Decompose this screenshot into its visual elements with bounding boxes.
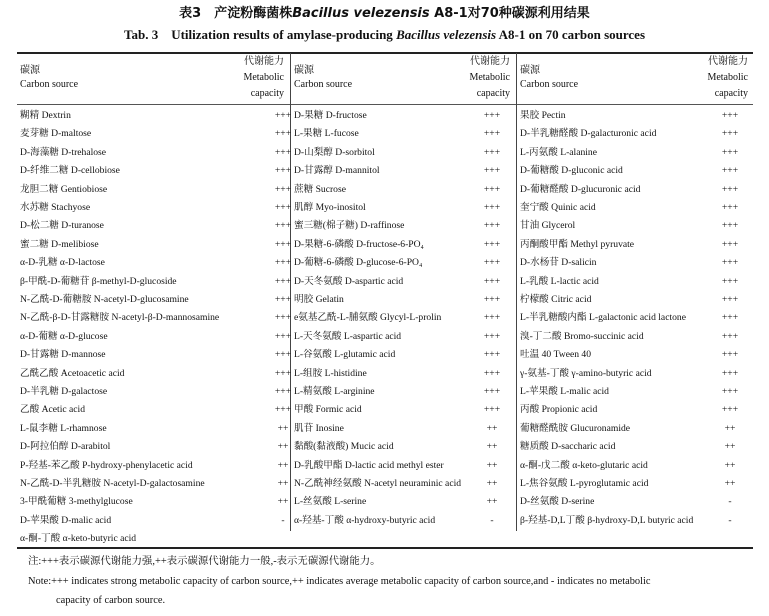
table-row	[20, 420, 288, 438]
metabolic-capacity-value: +++	[274, 404, 292, 416]
carbon-source-name: L-组胺 L-histidine	[294, 367, 367, 379]
title-en-suffix: A8-1 on 70 carbon sources	[496, 27, 645, 42]
table-row	[294, 291, 514, 309]
carbon-source-name: α-酮-丁酸 α-keto-butyric acid	[20, 533, 137, 545]
metabolic-capacity-value: +++	[721, 128, 739, 140]
table-row	[20, 309, 292, 327]
header-source-en: Carbon source	[520, 79, 579, 90]
table-row	[294, 420, 514, 438]
carbon-source-name: L-丙氨酸 L-alanine	[520, 146, 597, 158]
carbon-source-name: 3-甲酰葡糖 3-methylglucose	[20, 496, 133, 508]
carbon-source-name: D-葡糖-6-磷酸 D-glucose-6-PO₄	[294, 257, 423, 269]
metabolic-capacity-value: +++	[483, 275, 501, 287]
carbon-source-name: 肌苷 Inosine	[294, 422, 344, 434]
carbon-source-name: 奎宁酸 Quinic acid	[520, 202, 596, 213]
metabolic-capacity-value: +++	[721, 367, 739, 379]
carbon-source-name: 水苏糖 Stachyose	[20, 202, 91, 213]
carbon-source-name: L-丝氨酸 L-serine	[294, 496, 367, 508]
table-row	[20, 273, 292, 291]
metabolic-capacity-value: +++	[721, 312, 739, 324]
carbon-source-name: 糊精 Dextrin	[20, 110, 71, 121]
note-en-line2: capacity of carbon source.	[56, 595, 166, 606]
metabolic-capacity-value: +++	[274, 275, 292, 287]
metabolic-capacity-value: -	[728, 514, 732, 526]
carbon-source-name: L-焦谷氨酸 L-pyroglutamic acid	[520, 478, 649, 489]
table-top-rule	[17, 52, 753, 54]
table-row	[294, 107, 514, 125]
carbon-source-name: 丙酸 Propionic acid	[520, 404, 598, 416]
carbon-source-name: D-葡糖酸 D-gluconic acid	[520, 165, 623, 177]
carbon-source-name: 甲酸 Formic acid	[294, 404, 362, 416]
header-capacity-en2: capacity	[250, 88, 284, 99]
table-row	[294, 383, 514, 401]
table-row	[520, 162, 750, 180]
carbon-source-name: 吐温 40 Tween 40	[520, 349, 592, 361]
metabolic-capacity-value: +++	[721, 275, 739, 287]
table-row	[294, 144, 514, 162]
carbon-source-name: 蔗糖 Sucrose	[294, 183, 346, 195]
table-row	[520, 438, 750, 456]
metabolic-capacity-value: +++	[274, 367, 292, 379]
title-cn-species: Bacillus velezensis	[292, 6, 430, 21]
header-source-en: Carbon source	[294, 79, 353, 90]
metabolic-capacity-value: -	[728, 496, 732, 508]
carbon-source-name: 黏酸(黏液酸) Mucic acid	[294, 441, 394, 453]
carbon-source-name: L-鼠李糖 L-rhamnose	[20, 422, 107, 434]
carbon-source-name: 果胶 Pectin	[520, 110, 566, 121]
carbon-source-name: D-纤维二糖 D-cellobiose	[20, 165, 120, 177]
carbon-source-name: N-乙酰-D-半乳糖胺 N-acetyl-D-galactosamine	[20, 478, 205, 489]
carbon-source-name: D-果糖-6-磷酸 D-fructose-6-PO₄	[294, 238, 424, 250]
header-capacity-en1: Metabolic	[469, 72, 510, 83]
table-row	[520, 254, 750, 272]
table-row	[520, 217, 750, 235]
table-row	[520, 107, 750, 125]
metabolic-capacity-value: +++	[483, 386, 501, 397]
carbon-source-name: 肌醇 Myo-inositol	[294, 202, 366, 213]
table-row	[20, 493, 288, 511]
metabolic-capacity-value: +++	[274, 330, 292, 342]
carbon-source-name: D-松二糖 D-turanose	[20, 220, 104, 232]
header-rule-2	[291, 104, 516, 105]
table-row	[520, 365, 750, 383]
table-row	[20, 236, 292, 254]
metabolic-capacity-value: +++	[274, 238, 292, 250]
carbon-source-name: 乙酸 Acetic acid	[20, 404, 85, 416]
carbon-source-name: γ-氨基-丁酸 γ-amino-butyric acid	[520, 367, 652, 379]
carbon-source-name: 糖质酸 D-saccharic acid	[520, 441, 616, 453]
table-row	[294, 512, 514, 530]
table-row	[520, 346, 750, 364]
table-row	[20, 401, 292, 419]
carbon-source-name: D-天冬氨酸 D-aspartic acid	[294, 275, 404, 287]
table-row	[20, 530, 288, 548]
table-row	[520, 273, 750, 291]
carbon-source-name: 乙酰乙酸 Acetoacetic acid	[20, 367, 125, 379]
table-row	[294, 328, 514, 346]
metabolic-capacity-value: +++	[483, 202, 501, 213]
metabolic-capacity-value: ++	[486, 478, 498, 489]
table-row	[294, 457, 514, 475]
table-row	[20, 438, 288, 456]
table-row	[294, 199, 514, 217]
header-capacity-cn: 代谢能力	[470, 56, 510, 67]
metabolic-capacity-value: +++	[483, 128, 501, 140]
metabolic-capacity-value: +++	[483, 404, 501, 416]
table-row	[20, 475, 288, 493]
metabolic-capacity-value: ++	[724, 422, 736, 434]
table-row	[520, 291, 750, 309]
table-row	[20, 254, 292, 272]
title-cn-prefix: 表3 产淀粉酶菌株	[179, 6, 293, 21]
table-row	[294, 309, 514, 327]
header-capacity-cn: 代谢能力	[244, 56, 284, 67]
carbon-source-name: 麦芽糖 D-maltose	[20, 128, 92, 140]
carbon-source-name: 柠檬酸 Citric acid	[520, 294, 592, 305]
table-row	[20, 291, 292, 309]
carbon-source-name: L-半乳糖酸内酯 L-galactonic acid lactone	[520, 312, 686, 324]
metabolic-capacity-value: +++	[721, 165, 739, 177]
metabolic-capacity-value: ++	[277, 422, 289, 434]
metabolic-capacity-value: ++	[724, 441, 736, 453]
note-cn: 注:+++表示碳源代谢能力强,++表示碳源代谢能力一般,-表示无碳源代谢能力。	[28, 556, 381, 567]
metabolic-capacity-value: +++	[274, 349, 292, 361]
carbon-source-name: β-羟基-D,L丁酸 β-hydroxy-D,L butyric acid	[520, 514, 694, 526]
metabolic-capacity-value: +++	[483, 165, 501, 177]
carbon-source-name: N-乙酰-β-D-甘露糖胺 N-acetyl-β-D-mannosamine	[20, 312, 220, 324]
table-row	[294, 162, 514, 180]
metabolic-capacity-value: +++	[483, 330, 501, 342]
carbon-source-name: D-水杨苷 D-salicin	[520, 257, 597, 269]
carbon-source-name: L-苹果酸 L-malic acid	[520, 386, 609, 397]
metabolic-capacity-value: +++	[721, 220, 739, 232]
carbon-source-name: 丙酮酸甲酯 Methyl pyruvate	[520, 238, 635, 250]
header-source-cn: 碳源	[20, 65, 40, 76]
table-row	[520, 181, 750, 199]
metabolic-capacity-value: ++	[277, 459, 289, 471]
metabolic-capacity-value: +++	[483, 146, 501, 158]
metabolic-capacity-value: +++	[721, 257, 739, 269]
carbon-source-name: D-葡糖醛酸 D-glucuronic acid	[520, 183, 641, 195]
metabolic-capacity-value: +++	[721, 238, 739, 250]
metabolic-capacity-value: +++	[274, 257, 292, 269]
carbon-source-name: D-海藻糖 D-trehalose	[20, 146, 107, 158]
metabolic-capacity-value: +++	[721, 146, 739, 158]
carbon-source-name: 龙胆二糖 Gentiobiose	[20, 183, 108, 195]
table-row	[294, 236, 514, 254]
metabolic-capacity-value: ++	[486, 441, 498, 453]
header-source-cn: 碳源	[520, 65, 540, 76]
metabolic-capacity-value: +++	[274, 386, 292, 397]
carbon-source-name: 蜜三糖(棉子糖) D-raffinose	[294, 220, 405, 232]
metabolic-capacity-value: +++	[274, 165, 292, 177]
carbon-source-name: β-甲酰-D-葡糖苷 β-methyl-D-glucoside	[20, 275, 177, 287]
table-row	[520, 401, 750, 419]
metabolic-capacity-value: +++	[483, 294, 501, 305]
table-row	[294, 493, 514, 511]
carbon-source-name: P-羟基-苯乙酸 P-hydroxy-phenylacetic acid	[20, 459, 193, 471]
table-row	[520, 420, 750, 438]
header-capacity-en2: capacity	[476, 88, 510, 99]
table-row	[520, 125, 750, 143]
metabolic-capacity-value: +++	[721, 202, 739, 213]
metabolic-capacity-value: +++	[721, 330, 739, 342]
carbon-source-name: α-D-葡糖 α-D-glucose	[20, 330, 108, 342]
metabolic-capacity-value: +++	[483, 238, 501, 250]
metabolic-capacity-value: +++	[483, 367, 501, 379]
metabolic-capacity-value: +++	[483, 220, 501, 232]
metabolic-capacity-value: +++	[483, 257, 501, 269]
table-row	[520, 493, 750, 511]
carbon-source-name: L-精氨酸 L-arginine	[294, 386, 375, 397]
table-row	[20, 199, 292, 217]
metabolic-capacity-value: -	[490, 514, 494, 526]
table-row	[20, 346, 292, 364]
table-row	[20, 217, 292, 235]
header-rule-1	[17, 104, 290, 105]
carbon-source-name: α-D-乳糖 α-D-lactose	[20, 257, 105, 269]
metabolic-capacity-value: -	[281, 514, 285, 526]
metabolic-capacity-value: +++	[274, 110, 292, 121]
metabolic-capacity-value: ++	[724, 478, 736, 489]
carbon-source-name: D-苹果酸 D-malic acid	[20, 514, 112, 526]
table-row	[520, 328, 750, 346]
metabolic-capacity-value: ++	[277, 478, 289, 489]
metabolic-capacity-value: ++	[486, 496, 498, 508]
metabolic-capacity-value: +++	[721, 404, 739, 416]
header-capacity-cn: 代谢能力	[708, 56, 748, 67]
carbon-source-name: D-甘露糖 D-mannose	[20, 349, 106, 361]
carbon-source-name: D-果糖 D-fructose	[294, 110, 367, 121]
title-en-species: Bacillus velezensis	[396, 27, 497, 42]
carbon-source-name: N-乙酰神经氨酸 N-acetyl neuraminic acid	[294, 478, 462, 489]
metabolic-capacity-value: +++	[274, 146, 292, 158]
table-row	[520, 309, 750, 327]
header-rule-3	[517, 104, 753, 105]
metabolic-capacity-value: +++	[274, 183, 292, 195]
table-row	[20, 125, 292, 143]
table-row	[520, 144, 750, 162]
header-source-cn: 碳源	[294, 65, 314, 76]
metabolic-capacity-value: ++	[277, 441, 289, 453]
carbon-source-name: 明胶 Gelatin	[294, 294, 344, 305]
header-capacity-en2: capacity	[714, 88, 748, 99]
table-row	[20, 383, 292, 401]
column-divider-2	[516, 53, 517, 531]
carbon-source-name: 溴-丁二酸 Bromo-succinic acid	[520, 330, 644, 342]
metabolic-capacity-value: +++	[483, 349, 501, 361]
metabolic-capacity-value: +++	[483, 183, 501, 195]
table-row	[20, 365, 292, 383]
table-row	[20, 512, 288, 530]
metabolic-capacity-value: ++	[486, 422, 498, 434]
carbon-source-name: L-谷氨酸 L-glutamic acid	[294, 349, 396, 361]
metabolic-capacity-value: +++	[483, 110, 501, 121]
carbon-source-name: L-乳酸 L-lactic acid	[520, 275, 599, 287]
metabolic-capacity-value: +++	[721, 110, 739, 121]
table-row	[20, 328, 292, 346]
table-row	[294, 438, 514, 456]
table-row	[520, 457, 750, 475]
carbon-source-name: L-天冬氨酸 L-aspartic acid	[294, 330, 402, 342]
table-row	[294, 254, 514, 272]
metabolic-capacity-value: +++	[274, 220, 292, 232]
carbon-source-name: D-丝氨酸 D-serine	[520, 496, 595, 508]
title-en-prefix: Tab. 3 Utilization results of amylase-producing	[124, 27, 397, 42]
carbon-source-name: 蜜二糖 D-melibiose	[20, 238, 99, 250]
table-row	[294, 365, 514, 383]
table-row	[294, 273, 514, 291]
carbon-source-name: 甘油 Glycerol	[520, 220, 576, 232]
carbon-source-name: D-阿拉伯醇 D-arabitol	[20, 441, 111, 453]
table-row	[20, 162, 292, 180]
table-row	[20, 181, 292, 199]
table-row	[294, 475, 514, 493]
metabolic-capacity-value: +++	[721, 183, 739, 195]
carbon-source-name: α-羟基-丁酸 α-hydroxy-butyric acid	[294, 514, 436, 526]
table-row	[20, 457, 288, 475]
header-capacity-en1: Metabolic	[707, 72, 748, 83]
title-cn-suffix: A8-1对70种碳源利用结果	[429, 6, 590, 21]
metabolic-capacity-value: ++	[724, 459, 736, 471]
table-row	[294, 346, 514, 364]
table-row	[520, 236, 750, 254]
metabolic-capacity-value: +++	[483, 312, 501, 324]
metabolic-capacity-value: +++	[274, 312, 292, 324]
table-title-en	[0, 27, 769, 43]
carbon-source-name: D-甘露醇 D-mannitol	[294, 165, 380, 177]
table-row	[520, 199, 750, 217]
table-row	[20, 144, 292, 162]
carbon-source-name: e氨基乙酰-L-脯氨酸 Glycyl-L-prolin	[294, 312, 442, 324]
note-en-line1: Note:+++ indicates strong metabolic capacity of carbon source,++ indicates average metabolic capacity of carbon source,and - indicates no metabolic	[28, 576, 651, 587]
table-row	[20, 107, 292, 125]
metabolic-capacity-value: +++	[721, 294, 739, 305]
carbon-source-name: D-山梨醇 D-sorbitol	[294, 146, 375, 158]
table-row	[294, 125, 514, 143]
table-row	[520, 383, 750, 401]
table-row	[294, 401, 514, 419]
table-row	[520, 475, 750, 493]
carbon-source-name: N-乙酰-D-葡糖胺 N-acetyl-D-glucosamine	[20, 294, 189, 305]
carbon-source-name: L-果糖 L-fucose	[294, 128, 359, 140]
carbon-source-name: D-半乳糖醛酸 D-galacturonic acid	[520, 128, 657, 140]
carbon-source-name: D-乳酸甲酯 D-lactic acid methyl ester	[294, 459, 444, 471]
header-source-en: Carbon source	[20, 79, 79, 90]
carbon-source-name: 葡糖醛酰胺 Glucuronamide	[520, 422, 631, 434]
table-row	[294, 217, 514, 235]
metabolic-capacity-value: ++	[486, 459, 498, 471]
metabolic-capacity-value: +++	[274, 128, 292, 140]
metabolic-capacity-value: ++	[277, 496, 289, 508]
header-capacity-en1: Metabolic	[243, 72, 284, 83]
carbon-source-name: α-酮-戊二酸 α-keto-glutaric acid	[520, 459, 648, 471]
table-title-cn	[0, 6, 769, 22]
table-row	[520, 512, 750, 530]
metabolic-capacity-value: +++	[721, 349, 739, 361]
table-row	[294, 181, 514, 199]
metabolic-capacity-value: +++	[274, 294, 292, 305]
carbon-source-name: D-半乳糖 D-galactose	[20, 386, 108, 397]
metabolic-capacity-value: +++	[274, 202, 292, 213]
metabolic-capacity-value: +++	[721, 386, 739, 397]
